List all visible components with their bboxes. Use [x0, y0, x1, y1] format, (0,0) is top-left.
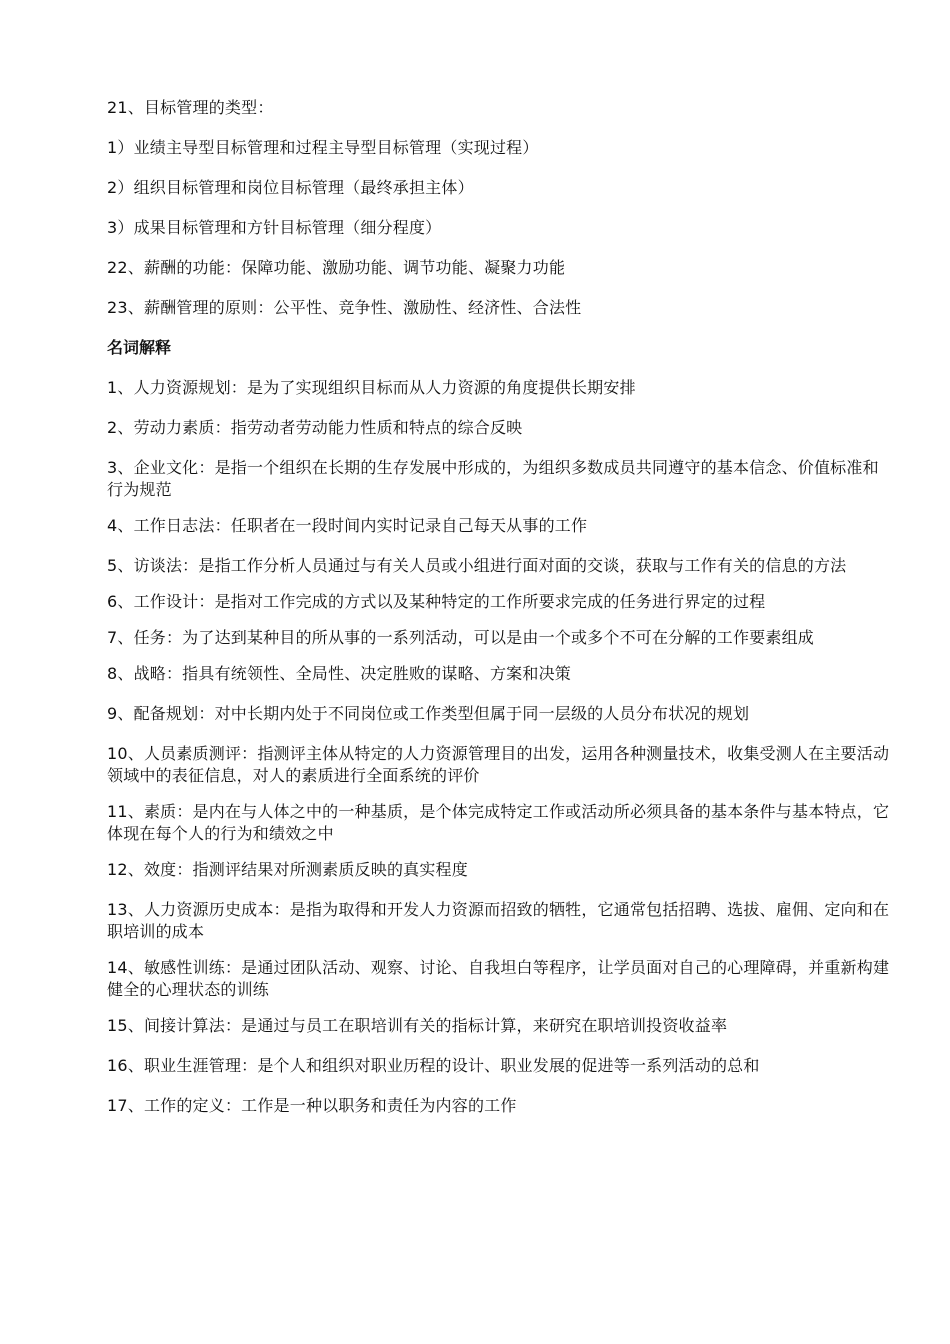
term-6: 6、工作设计：是指对工作完成的方式以及某种特定的工作所要求完成的任务进行界定的过程 [107, 592, 766, 611]
item-21-type-3: 3）成果目标管理和方针目标管理（细分程度） [107, 218, 442, 237]
term-13: 13、人力资源历史成本：是指为取得和开发人力资源而招致的牺牲，它通常包括招聘、选拔、雇佣、定向和在职培训的成本 [107, 900, 890, 941]
term-4: 4、工作日志法：任职者在一段时间内实时记录自己每天从事的工作 [107, 516, 588, 535]
item-21-heading: 21、目标管理的类型： [107, 98, 274, 117]
term-5: 5、访谈法：是指工作分析人员通过与有关人员或小组进行面对面的交谈，获取与工作有关的信息的方法 [107, 556, 847, 575]
term-2: 2、劳动力素质：指劳动者劳动能力性质和特点的综合反映 [107, 418, 523, 437]
document-body [107, 97, 892, 1135]
item-21-type-2: 2）组织目标管理和岗位目标管理（最终承担主体） [107, 178, 474, 197]
term-15: 15、间接计算法：是通过与员工在职培训有关的指标计算，来研究在职培训投资收益率 [107, 1016, 728, 1035]
item-21-type-1: 1）业绩主导型目标管理和过程主导型目标管理（实现过程） [107, 138, 539, 157]
term-12: 12、效度：指测评结果对所测素质反映的真实程度 [107, 860, 468, 879]
term-3: 3、企业文化：是指一个组织在长期的生存发展中形成的，为组织多数成员共同遵守的基本信念、价值标准和行为规范 [107, 458, 879, 499]
term-8: 8、战略：指具有统领性、全局性、决定胜败的谋略、方案和决策 [107, 664, 571, 683]
term-16: 16、职业生涯管理：是个人和组织对职业历程的设计、职业发展的促进等一系列活动的总和 [107, 1056, 760, 1075]
term-11: 11、素质：是内在与人体之中的一种基质，是个体完成特定工作或活动所必须具备的基本条件与基本特点，它体现在每个人的行为和绩效之中 [107, 802, 890, 843]
item-22: 22、薪酬的功能：保障功能、激励功能、调节功能、凝聚力功能 [107, 258, 566, 277]
term-1: 1、人力资源规划：是为了实现组织目标而从人力资源的角度提供长期安排 [107, 378, 636, 397]
section-heading: 名词解释 [107, 338, 172, 357]
term-10: 10、人员素质测评：指测评主体从特定的人力资源管理目的出发，运用各种测量技术，收集受测人在主要活动领域中的表征信息，对人的素质进行全面系统的评价 [107, 744, 890, 785]
term-9: 9、配备规划：对中长期内处于不同岗位或工作类型但属于同一层级的人员分布状况的规划 [107, 704, 750, 723]
term-14: 14、敏感性训练：是通过团队活动、观察、讨论、自我坦白等程序，让学员面对自己的心理障碍，并重新构建健全的心理状态的训练 [107, 958, 890, 999]
term-17: 17、工作的定义：工作是一种以职务和责任为内容的工作 [107, 1096, 517, 1115]
item-23: 23、薪酬管理的原则：公平性、竞争性、激励性、经济性、合法性 [107, 298, 582, 317]
term-7: 7、任务：为了达到某种目的所从事的一系列活动，可以是由一个或多个不可在分解的工作要素组成 [107, 628, 814, 647]
